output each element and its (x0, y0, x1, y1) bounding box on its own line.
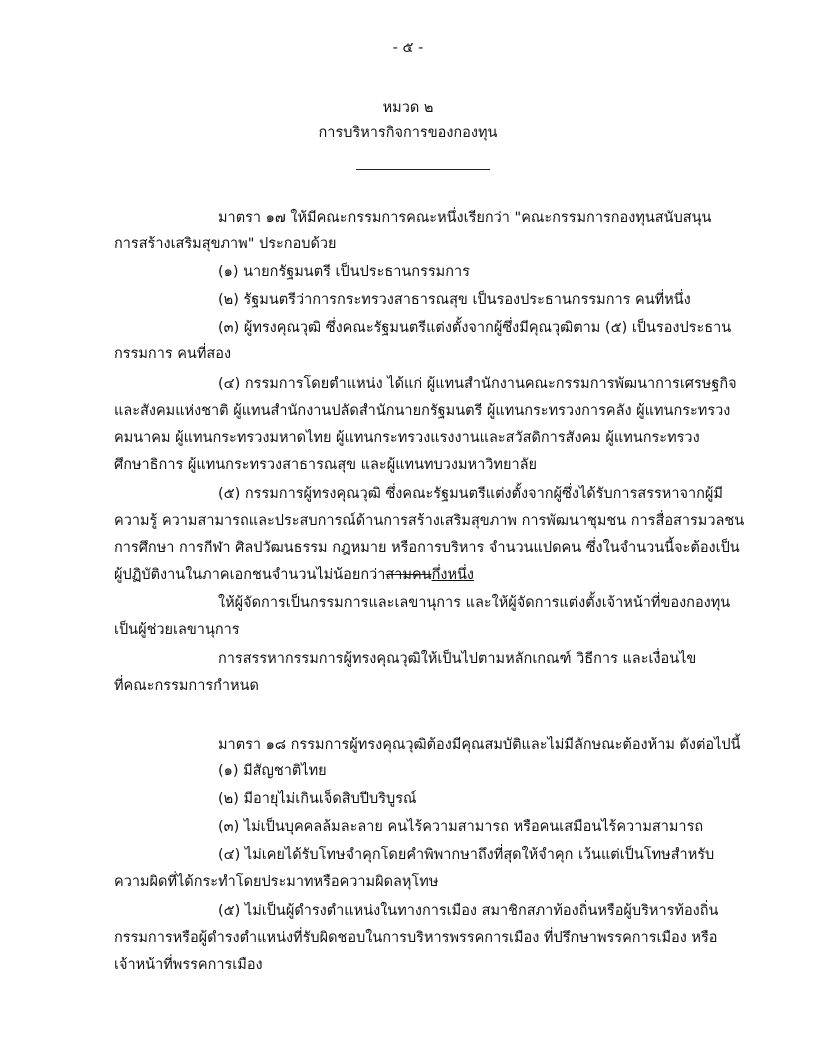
section17-heading: มาตรา ๑๗ ให้มีคณะกรรมการคณะหนึ่งเรียกว่า "คณะกรรมการกองทุนสนับสนุน (218, 210, 712, 226)
section17-item5-line4 (114, 565, 474, 585)
section18-item5-line2: กรรมการหรือผู้ดำรงตำแหน่งที่รับผิดชอบในการบริหารพรรคการเมือง ที่ปรึกษาพรรคการเมือง หรือ (114, 930, 718, 946)
section17-item5-line2: ความรู้ ความสามารถและประสบการณ์ด้านการสร้างเสริมสุขภาพ การพัฒนาชุมชน การสื่อสารมวลชน (114, 513, 745, 529)
section18-item2: (๒) มีอายุไม่เกินเจ็ดสิบปีบริบูรณ์ (218, 791, 417, 807)
section17-item4-line4: ศึกษาธิการ ผู้แทนกระทรวงสาธารณสุข และผู้แทนทบวงมหาวิทยาลัย (114, 457, 537, 473)
section17-line2: การสร้างเสริมสุขภาพ" ประกอบด้วย (114, 236, 337, 252)
section18-item5-line3: เจ้าหน้าที่พรรคการเมือง (114, 957, 263, 973)
section17-para3-line2: ที่คณะกรรมการกำหนด (114, 678, 259, 694)
section17-para3-line1: การสรรหากรรมการผู้ทรงคุณวุฒิให้เป็นไปตามหลักเกณฑ์ วิธีการ และเงื่อนไข (218, 651, 697, 667)
section17-para2-line1: ให้ผู้จัดการเป็นกรรมการและเลขานุการ และให้ผู้จัดการแต่งตั้งเจ้าหน้าที่ของกองทุน (218, 595, 731, 611)
chapter-subtitle: การบริหารกิจการของกองทุน (318, 125, 498, 141)
chapter-title: หมวด ๒ (382, 100, 434, 116)
section18-item4-line2: ความผิดที่ได้กระทำโดยประมาทหรือความผิดลหุโทษ (114, 874, 439, 890)
section17-item1: (๑) นายกรัฐมนตรี เป็นประธานกรรมการ (218, 264, 470, 280)
section18-item3: (๓) ไม่เป็นบุคคลล้มละลาย คนไร้ความสามารถ หรือคนเสมือนไร้ความสามารถ (218, 819, 704, 835)
section18-item1: (๑) มีสัญชาติไทย (218, 763, 327, 779)
section17-item5-line4-text: ผู้ปฏิบัติงานในภาคเอกชนจำนวนไม่น้อยกว่า (114, 567, 386, 583)
section18-item4-line1: (๔) ไม่เคยได้รับโทษจำคุกโดยคำพิพากษาถึงที่สุดให้จำคุก เว้นแต่เป็นโทษสำหรับ (218, 847, 715, 863)
section17-item5-line3: การศึกษา การกีฬา ศิลปวัฒนธรรม กฎหมาย หรือการบริหาร จำนวนแปดคน ซึ่งในจำนวนนี้จะต้องเป็น (114, 540, 740, 556)
section17-item3-line1: (๓) ผู้ทรงคุณวุฒิ ซึ่งคณะรัฐมนตรีแต่งตั้งจากผู้ซึ่งมีคุณวุฒิตาม (๕) เป็นรองประธาน (218, 320, 732, 336)
section17-item5-line1: (๕) กรรมการผู้ทรงคุณวุฒิ ซึ่งคณะรัฐมนตรีแต่งตั้งจากผู้ซึ่งได้รับการสรรหาจากผู้มี (218, 486, 723, 502)
struck-amendment: สามคน (385, 567, 432, 583)
page-number: - ๕ - (392, 40, 424, 56)
section17-para2-line2: เป็นผู้ช่วยเลขานุการ (114, 622, 240, 638)
section17-item3-line2: กรรมการ คนที่สอง (114, 346, 232, 362)
section18-item5-line1: (๕) ไม่เป็นผู้ดำรงตำแหน่งในทางการเมือง สมาชิกสภาท้องถิ่นหรือผู้บริหารท้องถิ่น (218, 903, 719, 919)
section17-item4-line1: (๔) กรรมการโดยตำแหน่ง ได้แก่ ผู้แทนสำนักงานคณะกรรมการพัฒนาการเศรษฐกิจ (218, 376, 737, 392)
section18-heading: มาตรา ๑๘ กรรมการผู้ทรงคุณวุฒิต้องมีคุณสมบัติและไม่มีลักษณะต้องห้าม ดังต่อไปนี้ (218, 737, 741, 753)
title-divider (356, 169, 490, 170)
added-amendment: กึ่งหนึ่ง (431, 567, 475, 583)
section17-item2: (๒) รัฐมนตรีว่าการกระทรวงสาธารณสุข เป็นรองประธานกรรมการ คนที่หนึ่ง (218, 292, 691, 308)
section17-item4-line2: และสังคมแห่งชาติ ผู้แทนสำนักงานปลัดสำนักนายกรัฐมนตรี ผู้แทนกระทรวงการคลัง ผู้แทนกระทรวง (114, 403, 731, 419)
section17-item4-line3: คมนาคม ผู้แทนกระทรวงมหาดไทย ผู้แทนกระทรวงแรงงานและสวัสดิการสังคม ผู้แทนกระทรวง (114, 430, 700, 446)
